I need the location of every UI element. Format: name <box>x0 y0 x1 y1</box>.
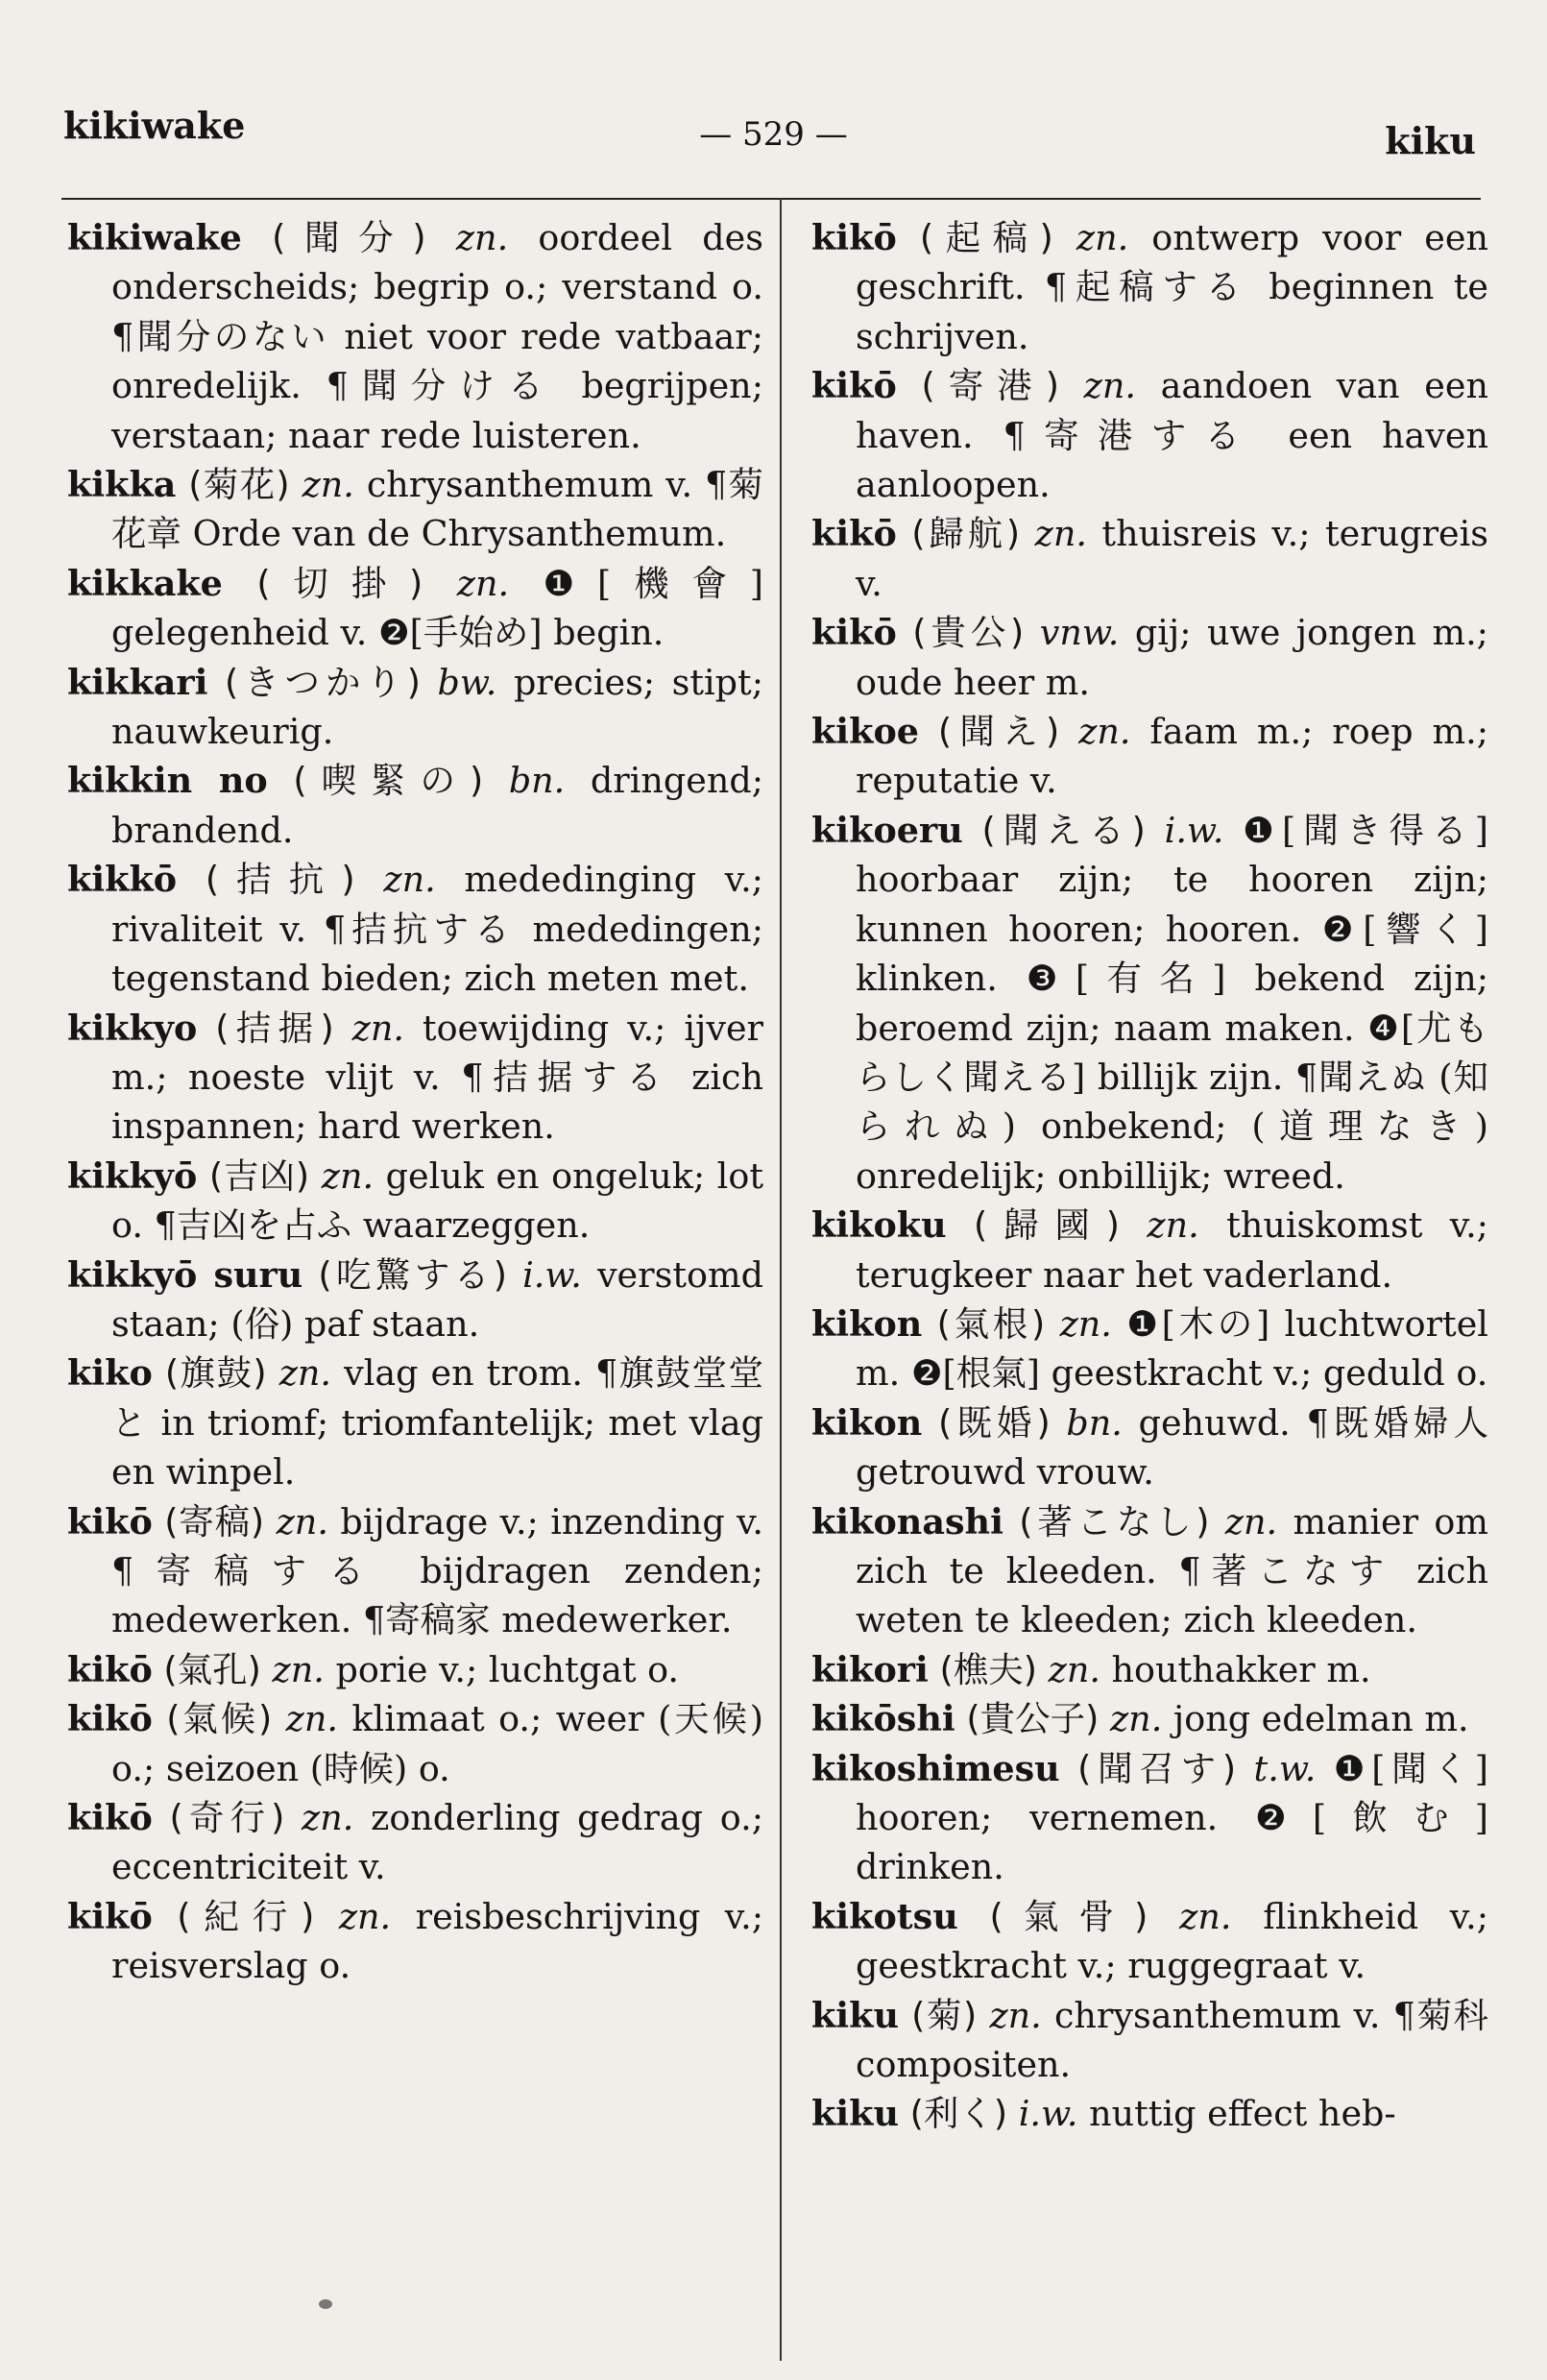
definition: verstomd staan; (俗) paf staan. <box>111 1253 763 1345</box>
kanji-form: (樵夫) <box>939 1648 1037 1690</box>
dictionary-entry <box>811 1694 1488 1743</box>
headword: kikoe <box>811 711 920 753</box>
dictionary-entry <box>67 1497 763 1645</box>
headword: kikkyō <box>67 1154 198 1197</box>
grammar-label: i.w. <box>1018 2093 1078 2135</box>
grammar-label: zn. <box>1083 365 1137 407</box>
kanji-form: (旗鼓) <box>164 1352 267 1395</box>
kanji-form: (切掛) <box>256 562 423 604</box>
definition: chrysanthemum v. ¶菊花章 Orde van de Chrysanthemum. <box>111 464 764 555</box>
kanji-form: (聞え) <box>937 711 1060 753</box>
dictionary-entry <box>67 1892 763 1991</box>
dictionary-entry <box>67 756 763 855</box>
headword: kikkyo <box>67 1007 198 1049</box>
grammar-label: zn. <box>989 1994 1042 2036</box>
kanji-form: (氣骨) <box>989 1895 1148 1937</box>
kanji-form: (寄稿) <box>164 1500 265 1542</box>
definition: reisbeschrijving v.; reisverslag o. <box>111 1895 763 1987</box>
definition: ❶[木の] luchtwortel m. ❷[根氣] geestkracht v.; geduld o. <box>856 1302 1488 1395</box>
right-column <box>811 213 1488 2139</box>
dictionary-entry <box>67 1793 763 1892</box>
headword: kikō <box>811 217 897 258</box>
kanji-form: (氣孔) <box>163 1648 261 1690</box>
dictionary-entry <box>811 2089 1488 2138</box>
headword: kikkyō suru <box>67 1253 303 1296</box>
grammar-label: zn. <box>338 1895 392 1937</box>
grammar-label: zn. <box>1059 1302 1112 1345</box>
headword: kikoku <box>811 1204 947 1247</box>
dictionary-entry <box>67 1004 763 1152</box>
headword: kikō <box>67 1648 153 1690</box>
grammar-label: zn. <box>285 1698 338 1740</box>
kanji-form: (利く) <box>909 2093 1008 2135</box>
headword: kikoeru <box>811 809 963 851</box>
kanji-form: (紀行) <box>177 1895 315 1937</box>
dictionary-entry <box>811 707 1488 806</box>
kanji-form: (寄港) <box>921 365 1060 407</box>
grammar-label: zn. <box>1048 1648 1100 1690</box>
headword: kikkō <box>67 859 178 901</box>
grammar-label: bw. <box>437 661 497 703</box>
headword: kiko <box>67 1352 153 1395</box>
kanji-form: (氣根) <box>936 1302 1046 1345</box>
definition: aandoen van een haven. ¶寄港する een haven aanloopen. <box>856 365 1489 506</box>
definition: gij; uwe jongen m.; oude heer m. <box>856 612 1488 703</box>
page-number: — 529 — <box>699 115 848 154</box>
headword: kikkari <box>67 661 208 703</box>
dictionary-entry <box>811 1497 1488 1645</box>
dictionary-entry <box>67 658 763 757</box>
kanji-form: (拮抗) <box>205 859 355 901</box>
kanji-form: (喫緊の) <box>293 760 484 802</box>
kanji-form: (聞分) <box>272 217 426 258</box>
headword: kikonashi <box>811 1500 1003 1542</box>
headword: kikō <box>67 1698 153 1740</box>
dictionary-entry <box>67 1694 763 1793</box>
definition: precies; stipt; nauwkeurig. <box>111 661 764 753</box>
dictionary-entry <box>67 460 763 559</box>
definition: flinkheid v.; geestkracht v.; ruggegraat v. <box>856 1895 1488 1987</box>
headword: kikiwake <box>67 217 242 258</box>
definition: dringend; brandend. <box>111 760 764 851</box>
grammar-label: zn. <box>276 1500 328 1542</box>
dictionary-entry <box>811 213 1488 361</box>
kanji-form: (歸航) <box>911 513 1021 555</box>
headword: kiku <box>811 1994 899 2036</box>
kanji-form: (起稿) <box>919 217 1053 258</box>
kanji-form: (きつかり) <box>225 661 422 703</box>
grammar-label: zn. <box>1147 1204 1199 1247</box>
definition: ontwerp voor een geschrift. ¶起稿する beginnen te schrijven. <box>856 217 1488 357</box>
grammar-label: bn. <box>508 760 566 802</box>
dictionary-entry <box>67 1348 763 1496</box>
definition: bijdrage v.; inzending v. ¶寄稿する bijdragen zenden; medewerken. ¶寄稿家 medewerker. <box>111 1500 764 1641</box>
grammar-label: zn. <box>1109 1698 1163 1740</box>
definition: manier om zich te kleeden. ¶著こなす zich weten te kleeden; zich kleeden. <box>856 1500 1488 1641</box>
grammar-label: zn. <box>1034 513 1087 555</box>
definition: houthakker m. <box>1111 1648 1371 1690</box>
grammar-label: zn. <box>383 859 436 901</box>
definition: thuiskomst v.; terugkeer naar het vaderland. <box>856 1204 1488 1296</box>
headword: kikoshimesu <box>811 1747 1060 1789</box>
dictionary-entry <box>811 1299 1488 1398</box>
grammar-label: zn. <box>455 217 509 258</box>
dictionary-entry <box>67 1152 763 1251</box>
headword: kikō <box>811 612 897 654</box>
kanji-form: (歸國) <box>974 1204 1120 1247</box>
grammar-label: zn. <box>272 1648 325 1690</box>
left-guide-word: kikiwake <box>63 104 246 147</box>
grammar-label: zn. <box>351 1007 404 1049</box>
kanji-form: (吉凶) <box>208 1154 310 1197</box>
kanji-form: (氣候) <box>166 1698 273 1740</box>
column-divider <box>780 198 782 2361</box>
grammar-label: zn. <box>302 1797 354 1838</box>
dictionary-entry <box>67 559 763 658</box>
headword: kikori <box>811 1648 929 1690</box>
ink-mark <box>319 2299 332 2309</box>
headword: kikō <box>811 365 897 407</box>
grammar-label: zn. <box>302 464 354 506</box>
dictionary-entry <box>811 806 1488 1201</box>
grammar-label: zn. <box>1224 1500 1278 1542</box>
kanji-form: (吃驚する) <box>318 1253 508 1296</box>
dictionary-entry <box>811 509 1488 608</box>
definition: porie v.; luchtgat o. <box>335 1648 680 1690</box>
definition: faam m.; roep m.; reputatie v. <box>856 711 1489 802</box>
kanji-form: (著こなし) <box>1019 1500 1210 1542</box>
kanji-form: (貴公) <box>912 612 1025 654</box>
dictionary-entry <box>811 608 1488 707</box>
dictionary-entry <box>811 1398 1488 1497</box>
dictionary-entry <box>811 1645 1488 1694</box>
grammar-label: zn. <box>1179 1895 1232 1937</box>
dictionary-entry <box>67 213 763 460</box>
kanji-form: (貴公子) <box>966 1698 1100 1740</box>
definition: gehuwd. ¶既婚婦人 getrouwd vrouw. <box>856 1401 1488 1494</box>
grammar-label: i.w. <box>1164 809 1224 851</box>
grammar-label: zn. <box>278 1352 332 1395</box>
dictionary-entry <box>67 855 763 1003</box>
headword: kikkake <box>67 562 223 604</box>
definition: toewijding v.; ijver m.; noeste vlijt v. ¶拮据する zich inspannen; hard werken. <box>111 1007 763 1148</box>
kanji-form: (聞召す) <box>1077 1747 1237 1789</box>
dictionary-entry <box>811 1892 1488 1991</box>
grammar-label: zn. <box>456 562 510 604</box>
kanji-form: (既婚) <box>938 1401 1051 1444</box>
grammar-label: t.w. <box>1253 1747 1317 1789</box>
definition: oordeel des onderscheids; begrip o.; verstand o. ¶聞分のない niet voor rede vatbaar; onredelijk. ¶聞分ける begrijpen; verstaan; naar rede luisteren. <box>111 217 764 456</box>
dictionary-entry <box>811 361 1488 509</box>
definition: geluk en ongeluk; lot o. ¶吉凶を占ふ waarzeggen. <box>111 1154 763 1247</box>
headword: kikō <box>67 1797 153 1838</box>
dictionary-entry <box>811 1744 1488 1892</box>
definition: thuisreis v.; terugreis v. <box>856 513 1489 604</box>
left-column <box>67 213 763 1991</box>
right-guide-word: kiku <box>1385 119 1476 162</box>
definition: chrysanthemum v. ¶菊科 compositen. <box>856 1994 1489 2086</box>
grammar-label: zn. <box>1076 217 1129 258</box>
headword: kikō <box>811 513 897 555</box>
headword: kikō <box>67 1500 153 1542</box>
definition: klimaat o.; weer (天候) o.; seizoen (時候) o. <box>111 1698 764 1789</box>
headword: kikotsu <box>811 1895 958 1937</box>
grammar-label: i.w. <box>522 1253 582 1296</box>
headword: kikon <box>811 1401 923 1444</box>
headword: kikka <box>67 464 177 506</box>
definition: ❶[聞く] hooren; vernemen. ❷[飲む] drinken. <box>856 1747 1489 1888</box>
definition: jong edelman m. <box>1172 1698 1469 1740</box>
dictionary-entry <box>811 1201 1488 1299</box>
kanji-form: (聞える) <box>981 809 1146 851</box>
grammar-label: vnw. <box>1039 612 1120 654</box>
definition: ❶[機會] gelegenheid v. ❷[手始め] begin. <box>111 562 764 654</box>
headword: kikōshi <box>811 1698 955 1740</box>
headword: kikkin no <box>67 760 268 802</box>
grammar-label: bn. <box>1066 1401 1123 1444</box>
kanji-form: (拮据) <box>215 1007 334 1049</box>
definition: ❶[聞き得る] hoorbaar zijn; te hooren zijn; kunnen hooren; hooren. ❷[響く] klinken. ❸[有名] bekend zijn; beroemd zijn; naam maken. ❹[尤もらしく聞える] billijk zijn. ¶聞えぬ (知られぬ) onbekend; (道理なき) onredelijk; onbillijk; wreed. <box>856 809 1489 1197</box>
headword: kikon <box>811 1302 923 1345</box>
definition: zonderling gedrag o.; eccentriciteit v. <box>111 1797 763 1888</box>
definition: vlag en trom. ¶旗鼓堂堂と in triomf; triomfantelijk; met vlag en winpel. <box>111 1352 763 1494</box>
grammar-label: zn. <box>1078 711 1131 753</box>
dictionary-entry <box>67 1645 763 1694</box>
headword: kikō <box>67 1895 153 1937</box>
dictionary-entry <box>67 1251 763 1349</box>
kanji-form: (菊花) <box>188 464 290 506</box>
kanji-form: (菊) <box>911 1994 978 2036</box>
dictionary-entry <box>811 1991 1488 2090</box>
definition: nuttig effect heb- <box>1089 2093 1396 2135</box>
grammar-label: zn. <box>321 1154 375 1197</box>
definition: mededinging v.; rivaliteit v. ¶拮抗する mededingen; tegenstand bieden; zich meten met. <box>111 859 763 1000</box>
header-rule <box>61 198 1481 200</box>
kanji-form: (奇行) <box>169 1797 285 1838</box>
headword: kiku <box>811 2093 899 2135</box>
